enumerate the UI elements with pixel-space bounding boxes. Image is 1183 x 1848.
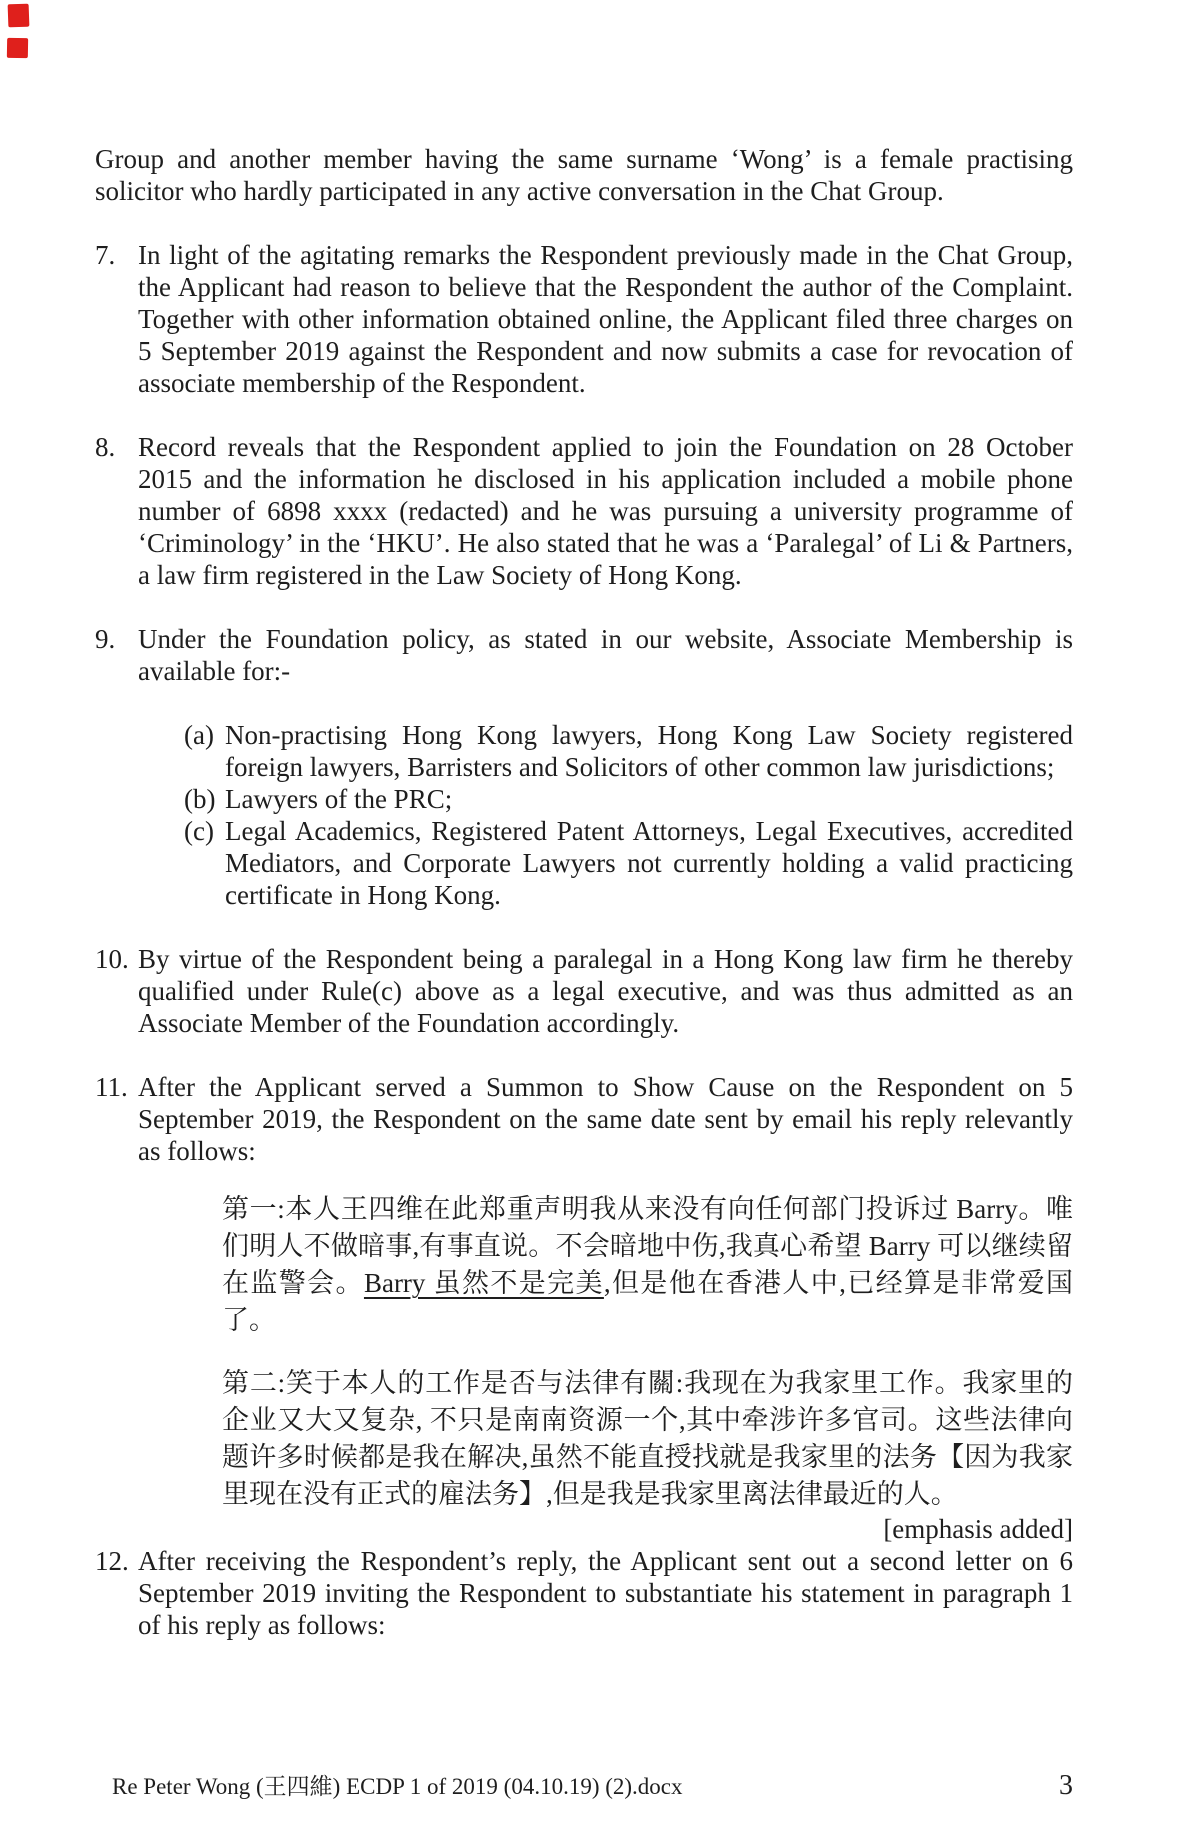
emphasis-added-note: [emphasis added] [883,1514,1073,1544]
list-item-text: Non-practising Hong Kong lawyers, Hong Kong Law Society registered foreign lawyers, Barristers and Solicitors of other common law jurisdictions; [225,720,1073,782]
list-item-c [184,815,1073,911]
paragraph-text: After the Applicant served a Summon to Show Cause on the Respondent on 5 September 2019, the Respondent on the same date sent by email his reply relevantly as follows: [138,1072,1073,1166]
list-marker: (a) [184,720,214,750]
paragraph-number: 12. [95,1546,129,1576]
paragraph-8 [95,431,1073,591]
paragraph-number: 7. [95,240,116,270]
list-marker: (b) [184,784,216,814]
paragraph-10 [95,943,1073,1039]
paragraph-text: After receiving the Respondent’s reply, the Applicant sent out a second letter on 6 September 2019 inviting the Respondent to substantiate his statement in paragraph 1 of his reply as follows: [138,1546,1073,1640]
membership-rule-list [184,719,1073,911]
reply-text: ,但是他在香港人中,已经算是非常爱国了。 [222,1268,1074,1335]
page-content [95,143,1073,1641]
list-item-text: Lawyers of the PRC; [225,784,453,814]
reply-paragraph-2: 第二:笑于本人的工作是否与法律有關:我现在为我家里工作。我家里的企业又大又复杂, 不只是南南资源一个,其中牵涉许多官司。这些法律向题许多时候都是我在解决,虽然不能直授找就是我家里的法务【因为我家里现在没有正式的雇法务】,但是我是我家里离法律最近的人。 [222,1368,1073,1509]
paragraph-text: In light of the agitating remarks the Respondent previously made in the Chat Group, the Applicant had reason to believe that the Respondent the author of the Complaint. Together with other information obtained online, the Applicant filed three charges on 5 September 2019 against the Respondent and now submits a case for revocation of associate membership of the Respondent. [138,240,1073,398]
paragraph-text: Under the Foundation policy, as stated in our website, Associate Membership is available for:- [138,624,1073,686]
red-pen-mark-top [8,4,30,28]
red-pen-mark-bottom [7,38,28,58]
paragraph-number: 11. [95,1072,128,1102]
list-item-a [184,719,1073,783]
paragraph-9 [95,623,1073,687]
paragraph-7 [95,239,1073,399]
reply-paragraph-1 [222,1191,1073,1339]
page-number: 3 [1059,1770,1073,1801]
page-footer [112,1768,1073,1802]
footer-filename: Re Peter Wong (王四維) ECDP 1 of 2019 (04.10.19) (2).docx [112,1774,683,1799]
reply-text: 第一:本人王四维在此郑重声明我从来没有向任何部门投诉过 Barry。唯们明人不做暗事,有事直说。不会暗地中伤,我真心希望 Barry 可以继续留在监警会。 [222,1194,1073,1298]
reply-underlined-text: Barry 虽然不是完美 [363,1268,604,1298]
paragraph-number: 9. [95,624,116,654]
list-item-text: Legal Academics, Registered Patent Attorneys, Legal Executives, accredited Mediators, and Corporate Lawyers not currently holding a valid practicing certificate in Hong Kong. [225,816,1073,910]
paragraph-number: 8. [95,432,116,462]
list-item-b [184,783,1073,815]
paragraph-text: Record reveals that the Respondent applied to join the Foundation on 28 October 2015 and the information he disclosed in his application included a mobile phone number of 6898 xxxx (redacted) and he was pursuing a university programme of ‘Criminology’ in the ‘HKU’. He also stated that he was a ‘Paralegal’ of Li & Partners, a law firm registered in the Law Society of Hong Kong. [138,432,1073,590]
paragraph-number: 10. [95,944,129,974]
paragraph-6-continuation: Group and another member having the same surname ‘Wong’ is a female practising solicitor who hardly participated in any active conversation in the Chat Group. [95,144,1073,206]
paragraph-11 [95,1071,1073,1167]
respondent-reply-quote [222,1191,1073,1513]
paragraph-text: By virtue of the Respondent being a paralegal in a Hong Kong law firm he thereby qualified under Rule(c) above as a legal executive, and was thus admitted as an Associate Member of the Foundation accordingly. [138,944,1073,1038]
list-marker: (c) [184,816,214,846]
paragraph-12 [95,1545,1073,1641]
